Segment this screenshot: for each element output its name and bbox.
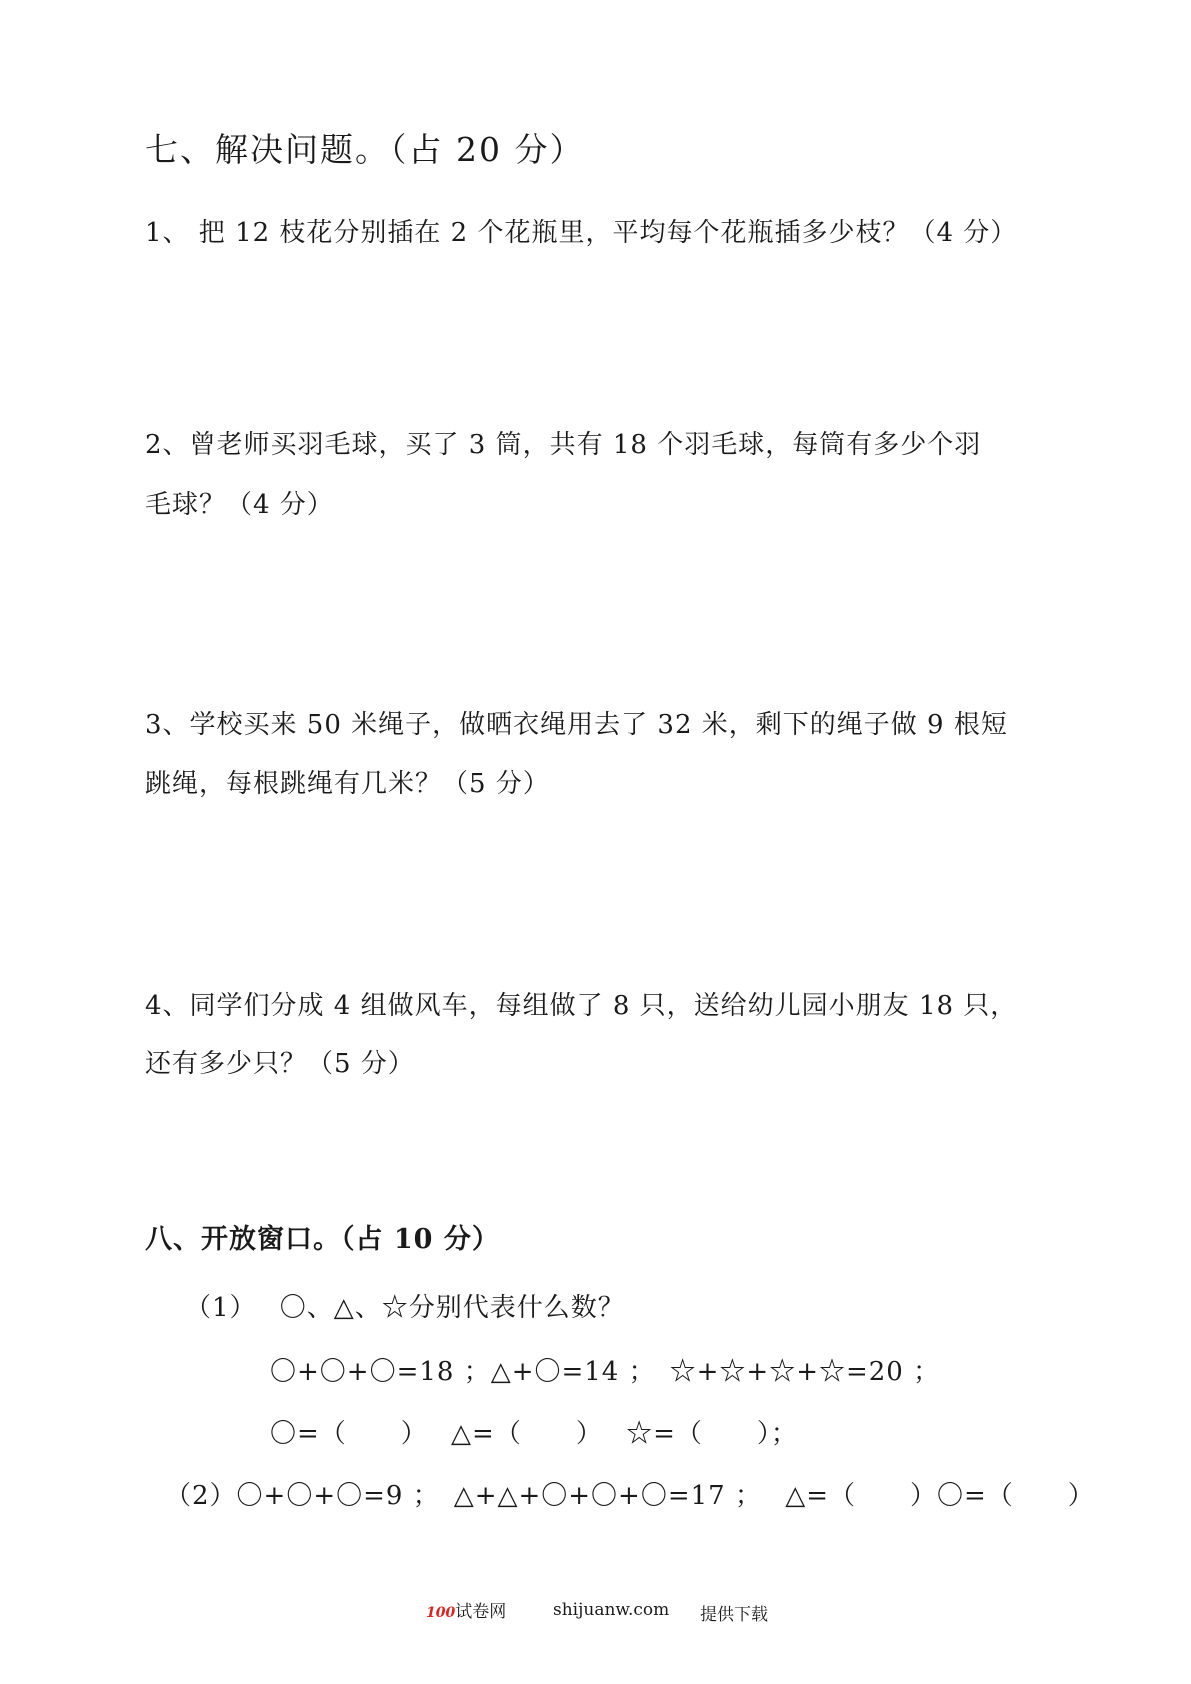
logo-text: 试卷网 [455, 1602, 507, 1622]
part-1-equations: 〇+〇+〇=18 ；△+〇=14 ； ☆+☆+☆+☆=20 ； [270, 1357, 941, 1387]
question-4-line-1: 4、同学们分成 4 组做风车，每组做了 8 只，送给幼儿园小朋友 18 只， [145, 991, 1018, 1021]
section-7-title: 七、解决问题。（占 20 分） [145, 130, 585, 169]
question-2-line-2: 毛球？（4 分） [145, 490, 334, 520]
part-2: （2）〇+〇+〇=9 ； △+△+〇+〇+〇=17 ； △=（ ）〇=（ ） [165, 1481, 1095, 1511]
question-1: 1、 把 12 枝花分别插在 2 个花瓶里，平均每个花瓶插多少枝？（4 分） [145, 218, 1018, 248]
question-2-line-1: 2、曾老师买羽毛球，买了 3 筒，共有 18 个羽毛球，每筒有多少个羽 [145, 430, 982, 460]
question-4-line-2: 还有多少只？（5 分） [145, 1049, 415, 1079]
logo-number: 100 [426, 1605, 456, 1621]
footer-tagline: 提供下载 [700, 1605, 768, 1625]
site-logo [426, 1597, 506, 1622]
part-1-answers: 〇=（ ） △=（ ） ☆=（ ）； [270, 1419, 798, 1449]
question-3-line-1: 3、学校买来 50 米绳子，做晒衣绳用去了 32 米，剩下的绳子做 9 根短 [145, 710, 1008, 740]
part-1-intro: （1） 〇、△、☆分别代表什么数？ [185, 1293, 625, 1323]
section-8-title: 八、开放窗口。（占 10 分） [145, 1224, 500, 1255]
footer-site: shijuanw.com [553, 1600, 670, 1620]
question-3-line-2: 跳绳，每根跳绳有几米？（5 分） [145, 769, 550, 799]
